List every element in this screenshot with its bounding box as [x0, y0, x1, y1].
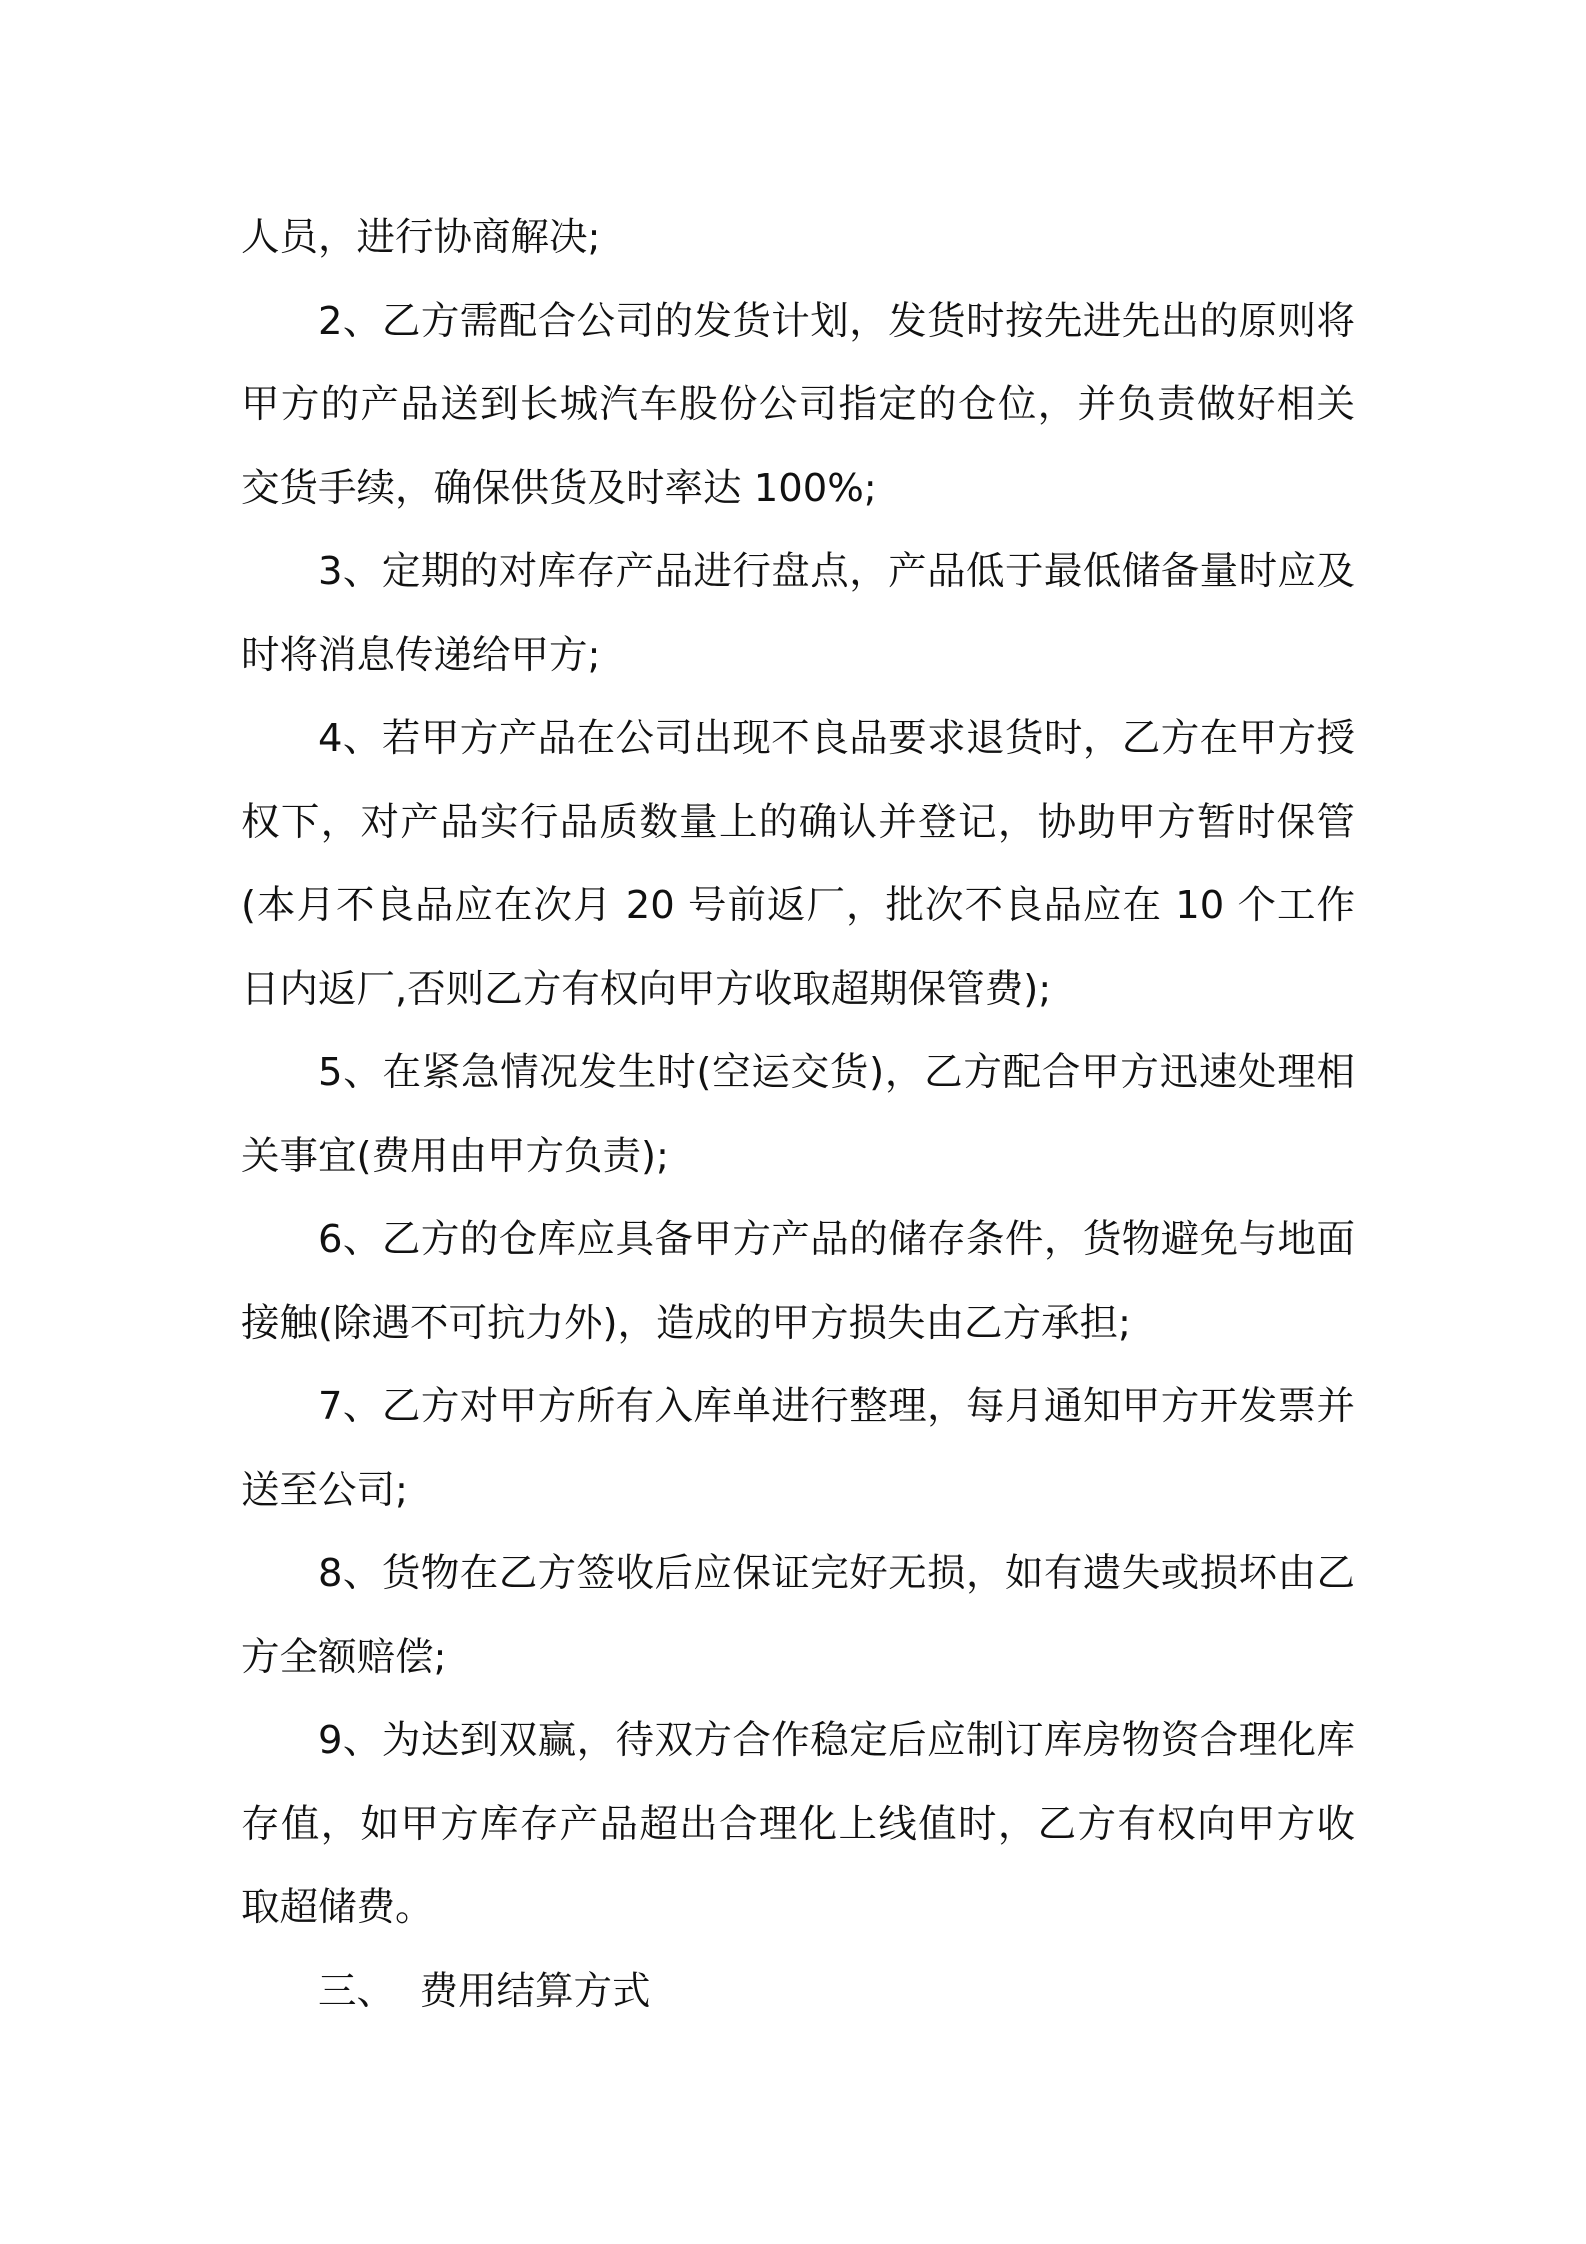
clause-8: 8、货物在乙方签收后应保证完好无损，如有遗失或损坏由乙方全额赔偿; [241, 1551, 1355, 1680]
clause-4: 4、若甲方产品在公司出现不良品要求退货时，乙方在甲方授权下，对产品实行品质数量上的确认并登记，协助甲方暂时保管(本月不良品应在次月 20 号前返厂，批次不良品应在 10 个工作日内返厂,否则乙方有权向甲方收取超期保管费); [241, 716, 1355, 1012]
clause-2: 2、乙方需配合公司的发货计划，发货时按先进先出的原则将甲方的产品送到长城汽车股份公司指定的仓位，并负责做好相关交货手续，确保供货及时率达 100%; [241, 298, 1355, 511]
document-body [241, 196, 1355, 2033]
clause-7: 7、乙方对甲方所有入库单进行整理，每月通知甲方开发票并送至公司; [241, 1384, 1355, 1513]
clause-5: 5、在紧急情况发生时(空运交货)，乙方配合甲方迅速处理相关事宜(费用由甲方负责); [241, 1050, 1355, 1179]
section-heading-fee-settlement: 三、 费用结算方式 [318, 1968, 651, 2014]
paragraph-continuation: 人员，进行协商解决; [241, 215, 601, 260]
clause-9: 9、为达到双赢，待双方合作稳定后应制订库房物资合理化库存值，如甲方库存产品超出合理化上线值时，乙方有权向甲方收取超储费。 [241, 1718, 1355, 1930]
clause-3: 3、定期的对库存产品进行盘点，产品低于最低储备量时应及时将消息传递给甲方; [241, 549, 1355, 678]
clause-6: 6、乙方的仓库应具备甲方产品的储存条件，货物避免与地面接触(除遇不可抗力外)，造成的甲方损失由乙方承担; [241, 1217, 1355, 1346]
